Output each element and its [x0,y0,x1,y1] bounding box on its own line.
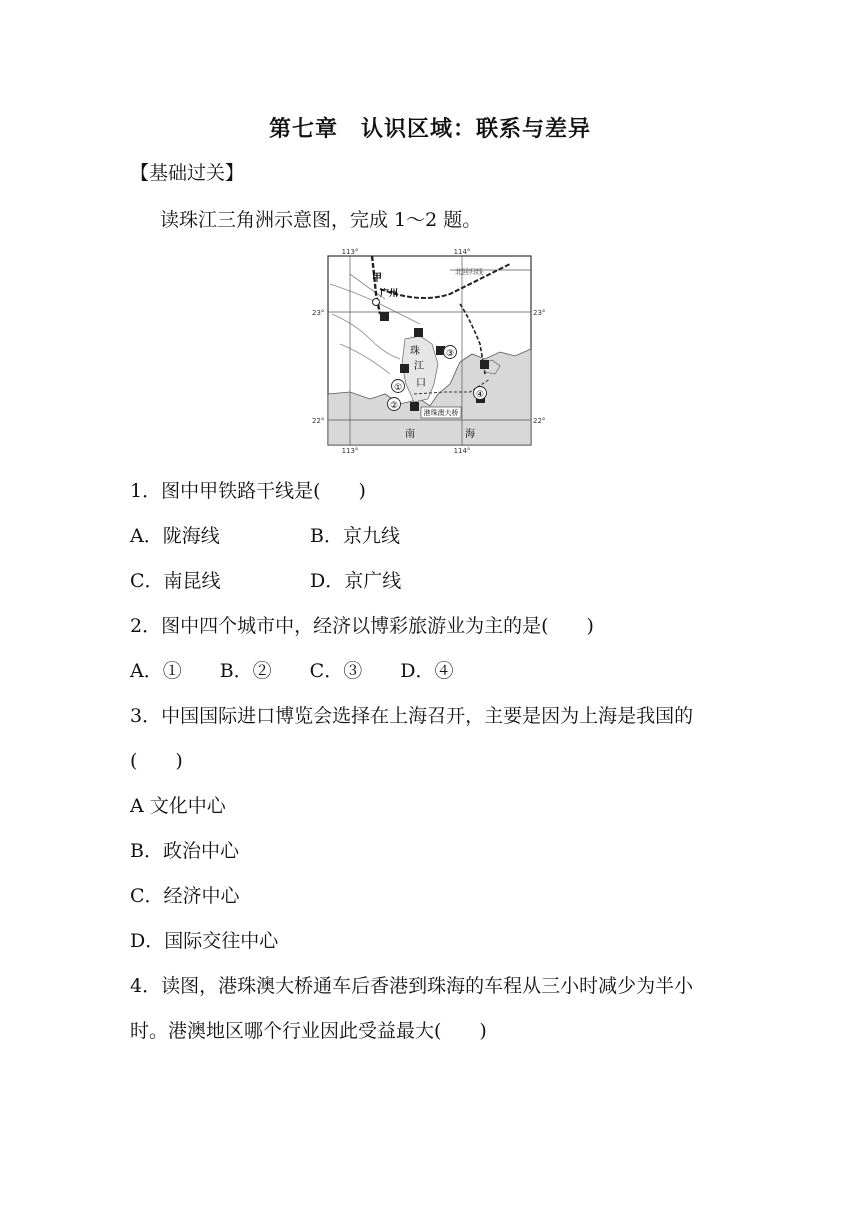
question-4-stem: 4．读图，港珠澳大桥通车后香港到珠海的车程从三小时减少为半小 [130,975,694,997]
question-1-option-d: D．京广线 [310,570,402,592]
question-3-option-d: D．国际交往中心 [130,930,279,952]
railway-jia-label: 甲 [372,273,382,284]
river-label-1: 珠 [410,346,420,357]
question-3-stem-cont: ( ) [130,750,183,772]
marker-2: ② [389,401,399,411]
section-label: 【基础过关】 [130,162,245,184]
question-1-option-a: A．陇海线 [130,525,220,547]
lon-top-right: 114° [453,248,471,256]
river-label-3: 口 [416,378,426,389]
marker-3: ③ [445,349,455,359]
sea-label-2: 海 [465,429,475,440]
question-1-stem: 1．图中甲铁路干线是( ) [130,480,366,502]
lat-left-top: 23° [312,309,325,317]
lon-bottom-left: 113° [341,447,359,454]
question-3-stem: 3．中国国际进口博览会选择在上海召开，主要是因为上海是我国的 [130,705,694,727]
lon-bottom-right: 114° [453,447,471,454]
lat-right-top: 23° [533,309,546,317]
lat-left-bottom: 22° [312,417,325,425]
question-3-option-a: A 文化中心 [130,795,226,817]
river-label-2: 江 [414,361,424,372]
question-4-stem-cont: 时。港澳地区哪个行业因此受益最大( ) [130,1020,487,1042]
lon-top-left: 113° [341,248,359,256]
page-title: 第七章 认识区域：联系与差异 [268,117,591,142]
tropic-label: 北回归线 [455,268,483,276]
question-2-options: A．① B．② C．③ D．④ [130,660,454,682]
lat-right-bottom: 22° [533,417,546,425]
question-2-stem: 2．图中四个城市中，经济以博彩旅游业为主的是( ) [130,615,594,637]
sea-label-1: 南 [405,429,415,440]
question-3-option-c: C．经济中心 [130,885,240,907]
bridge-label: 港珠澳大桥 [423,409,459,417]
question-1-option-b: B．京九线 [310,525,400,547]
pearl-river-delta-map [310,244,550,454]
marker-1: ① [393,383,403,393]
city-guangzhou-label: 广州 [380,289,399,299]
question-1-option-c: C．南昆线 [130,570,221,592]
intro-text: 读珠江三角洲示意图，完成 1～2 题。 [160,209,482,231]
question-3-option-b: B．政治中心 [130,840,239,862]
marker-4: ④ [475,390,485,400]
